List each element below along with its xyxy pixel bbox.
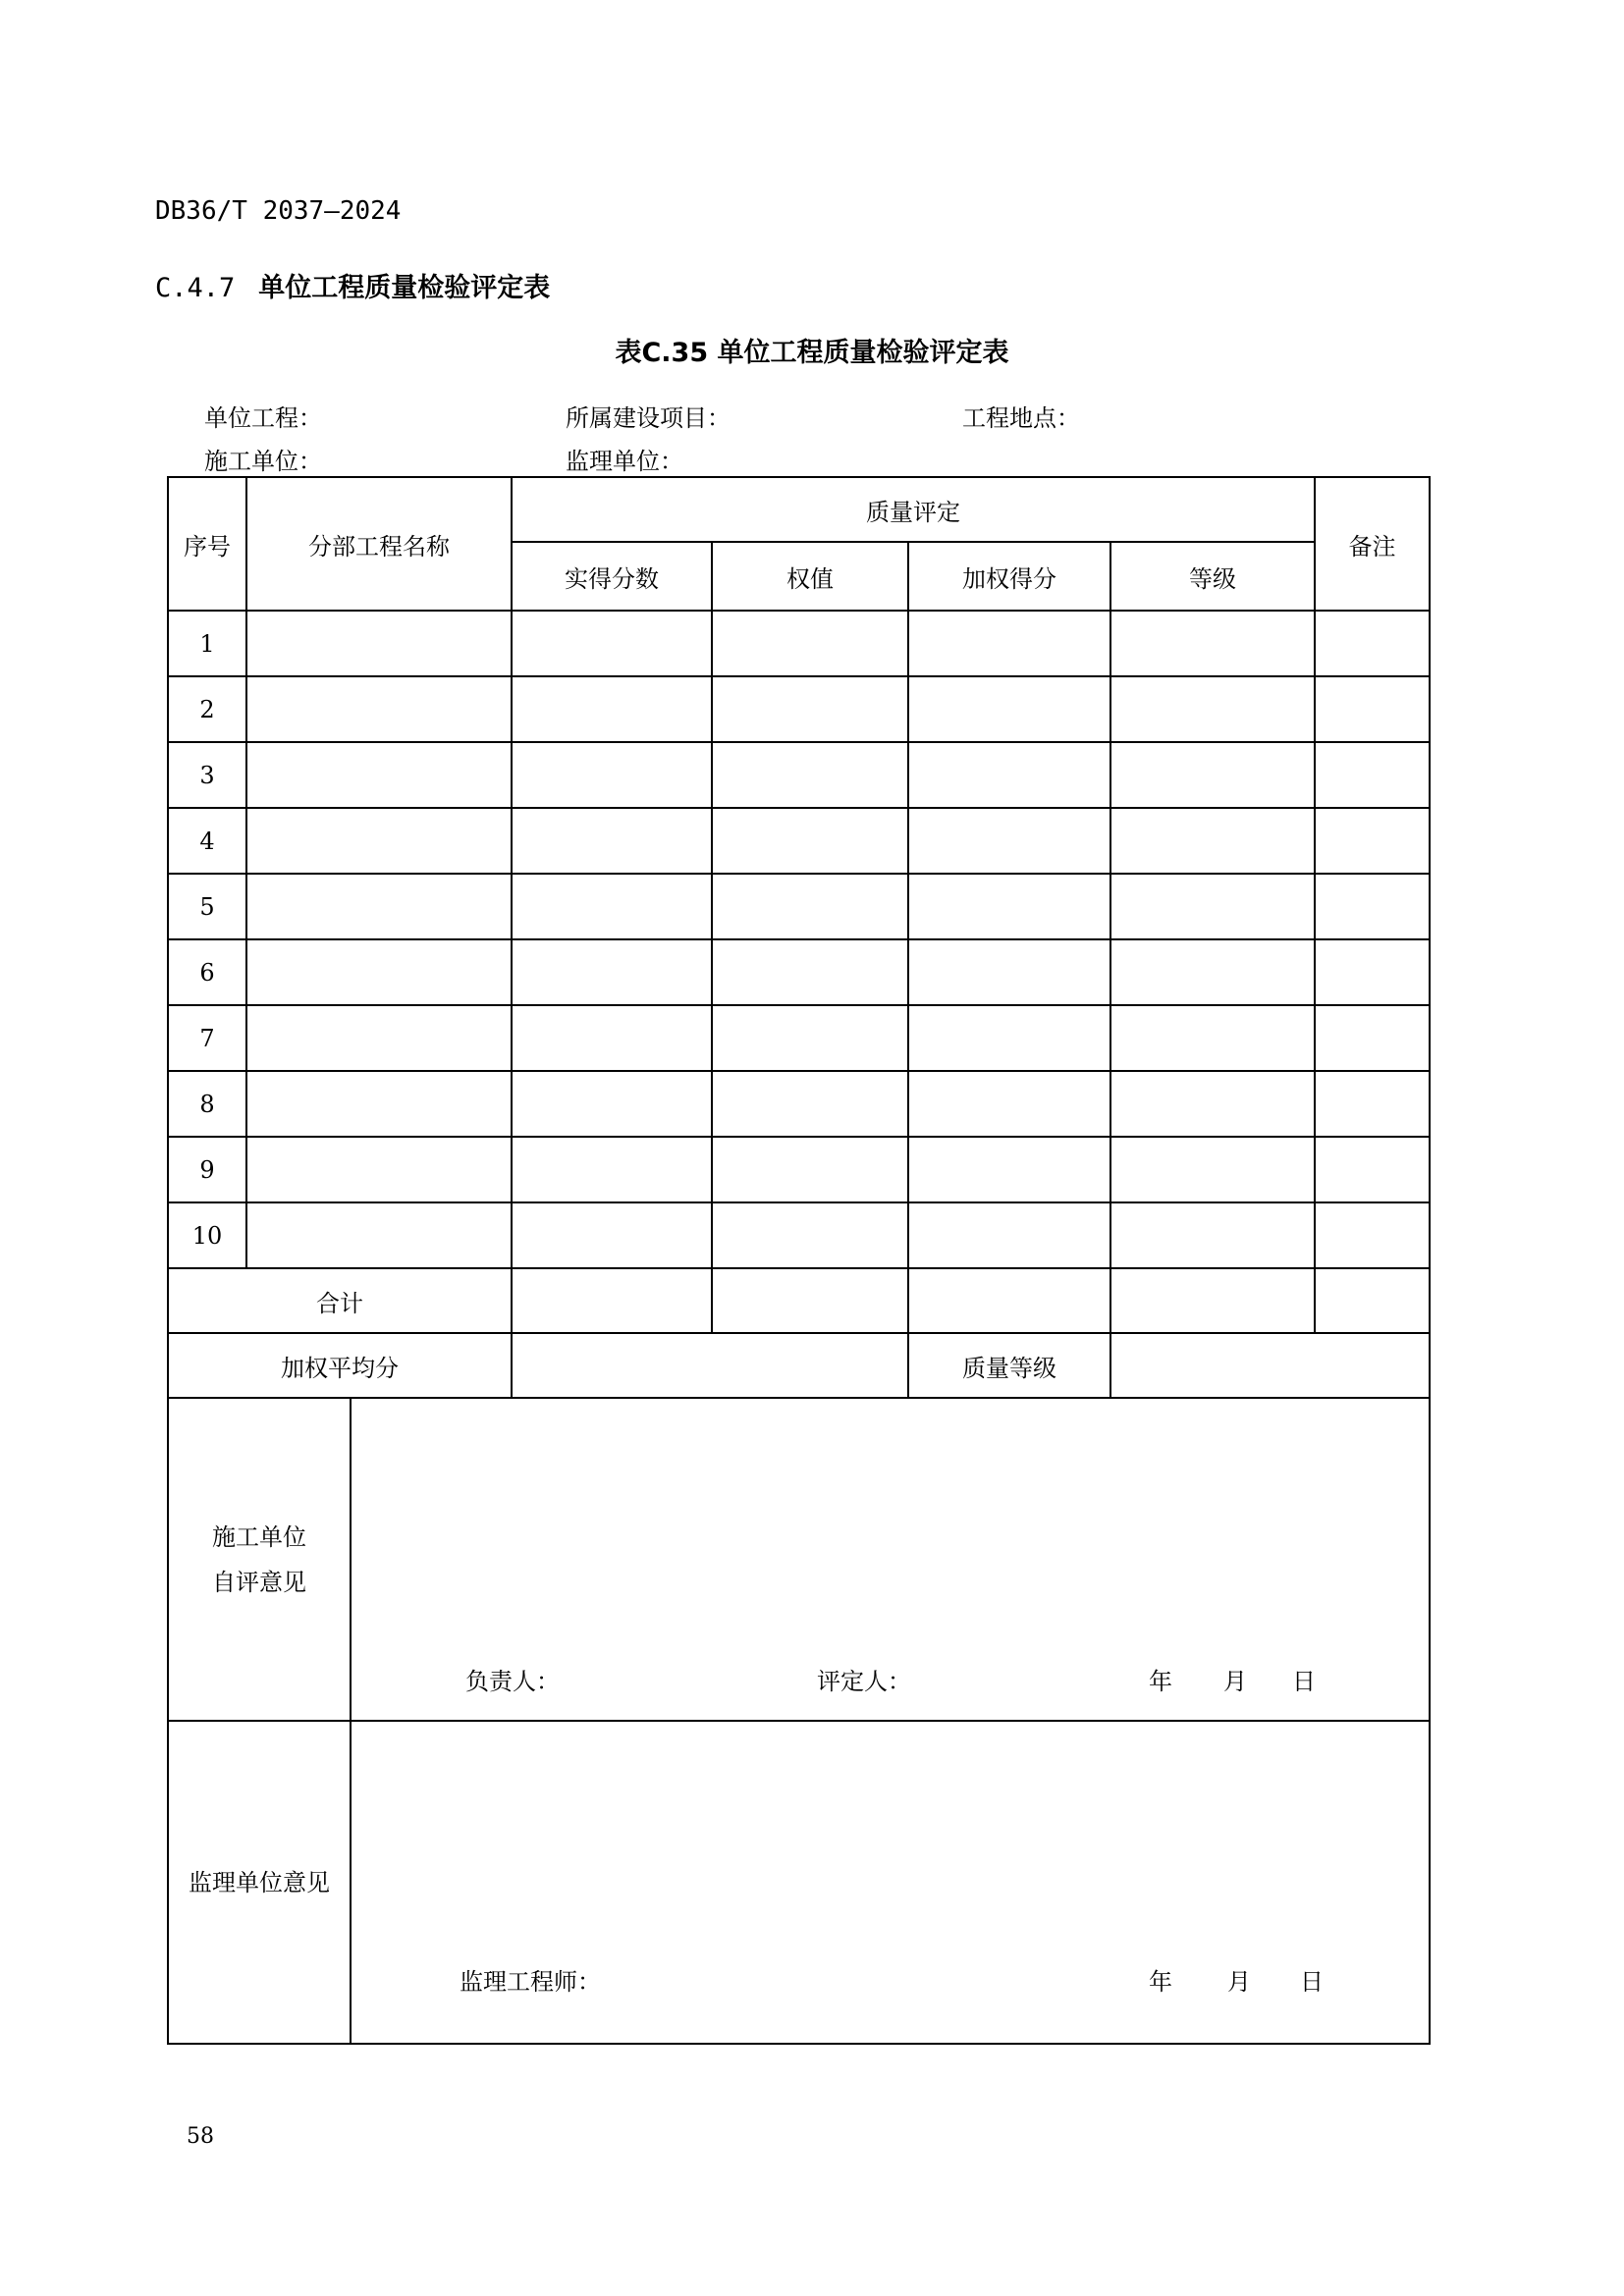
actual-cell[interactable]: [512, 808, 712, 874]
total-actual-cell[interactable]: [512, 1268, 712, 1333]
contractor-year-label: 年: [1149, 1668, 1172, 1695]
grade-cell[interactable]: [1110, 1005, 1315, 1071]
supervisor-opinion-label: [168, 1721, 351, 2044]
actual-cell[interactable]: [512, 1137, 712, 1202]
weight-cell[interactable]: [712, 1005, 908, 1071]
weight-cell[interactable]: [712, 808, 908, 874]
total-row: [168, 1268, 1430, 1333]
table-row: [168, 808, 1430, 874]
grade-cell[interactable]: [1110, 1071, 1315, 1137]
table-row: [168, 1137, 1430, 1202]
row-number: 7: [168, 1005, 246, 1071]
section-heading: [155, 266, 550, 304]
name-cell[interactable]: [246, 808, 512, 874]
name-cell[interactable]: [246, 1071, 512, 1137]
name-cell[interactable]: [246, 676, 512, 742]
weight-cell[interactable]: [712, 676, 908, 742]
contractor-label-line2: 自评意见: [212, 1568, 306, 1596]
total-grade-cell[interactable]: [1110, 1268, 1315, 1333]
weight-cell[interactable]: [712, 1071, 908, 1137]
weighted-cell[interactable]: [908, 611, 1110, 676]
total-weight-cell[interactable]: [712, 1268, 908, 1333]
weighted-average-row: [168, 1333, 1430, 1398]
table-row: [168, 874, 1430, 939]
actual-cell[interactable]: [512, 611, 712, 676]
grade-cell[interactable]: [1110, 1202, 1315, 1268]
weighted-cell[interactable]: [908, 1005, 1110, 1071]
name-cell[interactable]: [246, 742, 512, 808]
supervisor-day-label: 日: [1300, 1968, 1324, 1996]
table-row: [168, 1005, 1430, 1071]
unit-project-field: 单位工程：: [204, 404, 322, 432]
quality-grade-label: 质量等级: [908, 1333, 1110, 1398]
col-name-header: 分部工程名称: [246, 477, 512, 611]
table-row: [168, 939, 1430, 1005]
weight-cell[interactable]: [712, 742, 908, 808]
project-location-field: 工程地点：: [962, 404, 1080, 432]
row-number: 3: [168, 742, 246, 808]
remark-cell[interactable]: [1315, 808, 1430, 874]
weight-cell[interactable]: [712, 1202, 908, 1268]
name-cell[interactable]: [246, 1005, 512, 1071]
table-row: [168, 742, 1430, 808]
name-cell[interactable]: [246, 1137, 512, 1202]
weighted-cell[interactable]: [908, 676, 1110, 742]
weighted-average-label: 加权平均分: [168, 1333, 512, 1398]
col-quality-header: 质量评定: [512, 477, 1315, 542]
grade-cell[interactable]: [1110, 939, 1315, 1005]
remark-cell[interactable]: [1315, 874, 1430, 939]
actual-cell[interactable]: [512, 1202, 712, 1268]
sub-weighted-header: 加权得分: [908, 542, 1110, 611]
supervisor-year-label: 年: [1149, 1968, 1172, 1996]
row-number: 2: [168, 676, 246, 742]
supervision-unit-field: 监理单位：: [566, 448, 683, 475]
row-number: 9: [168, 1137, 246, 1202]
row-number: 1: [168, 611, 246, 676]
weight-cell[interactable]: [712, 874, 908, 939]
section-title: 单位工程质量检验评定表: [258, 273, 551, 303]
contractor-day-label: 日: [1292, 1668, 1316, 1695]
actual-cell[interactable]: [512, 742, 712, 808]
sub-grade-header: 等级: [1110, 542, 1315, 611]
weighted-cell[interactable]: [908, 742, 1110, 808]
actual-cell[interactable]: [512, 1071, 712, 1137]
page-number: 58: [187, 2124, 214, 2149]
contractor-label-line1: 施工单位: [212, 1522, 306, 1551]
weight-cell[interactable]: [712, 939, 908, 1005]
name-cell[interactable]: [246, 874, 512, 939]
contractor-opinion-row: [168, 1398, 1430, 1721]
supervisor-label: 监理单位意见: [189, 1868, 330, 1896]
quality-grade-value[interactable]: [1110, 1333, 1430, 1398]
sub-actual-header: 实得分数: [512, 542, 712, 611]
grade-cell[interactable]: [1110, 874, 1315, 939]
total-remark-cell[interactable]: [1315, 1268, 1430, 1333]
supervisor-month-label: 月: [1227, 1968, 1251, 1996]
grade-cell[interactable]: [1110, 676, 1315, 742]
remark-cell[interactable]: [1315, 1202, 1430, 1268]
name-cell[interactable]: [246, 611, 512, 676]
table-row: [168, 1202, 1430, 1268]
name-cell[interactable]: [246, 1202, 512, 1268]
col-seq-header: 序号: [168, 477, 246, 611]
grade-cell[interactable]: [1110, 742, 1315, 808]
weighted-cell[interactable]: [908, 1137, 1110, 1202]
actual-cell[interactable]: [512, 939, 712, 1005]
weighted-cell[interactable]: [908, 874, 1110, 939]
section-number: C.4.7: [155, 273, 236, 303]
name-cell[interactable]: [246, 939, 512, 1005]
quality-assessment-table: [167, 476, 1431, 2045]
weighted-cell[interactable]: [908, 1202, 1110, 1268]
remark-cell[interactable]: [1315, 742, 1430, 808]
row-number: 6: [168, 939, 246, 1005]
remark-cell[interactable]: [1315, 676, 1430, 742]
row-number: 10: [168, 1202, 246, 1268]
responsible-label: 负责人：: [465, 1668, 560, 1695]
assessor-label: 评定人：: [817, 1668, 911, 1695]
document-code: DB36/T 2037—2024: [155, 196, 402, 226]
actual-cell[interactable]: [512, 1005, 712, 1071]
weighted-cell[interactable]: [908, 808, 1110, 874]
construction-unit-field: 施工单位：: [204, 448, 322, 475]
remark-cell[interactable]: [1315, 611, 1430, 676]
weighted-average-value[interactable]: [512, 1333, 908, 1398]
contractor-month-label: 月: [1223, 1668, 1247, 1695]
contractor-opinion-label: [168, 1398, 351, 1721]
grade-cell[interactable]: [1110, 808, 1315, 874]
actual-cell[interactable]: [512, 874, 712, 939]
row-number: 5: [168, 874, 246, 939]
remark-cell[interactable]: [1315, 939, 1430, 1005]
remark-cell[interactable]: [1315, 1137, 1430, 1202]
weight-cell[interactable]: [712, 611, 908, 676]
sub-weight-header: 权值: [712, 542, 908, 611]
table-caption: 表C.35 单位工程质量检验评定表: [615, 338, 1009, 368]
actual-cell[interactable]: [512, 676, 712, 742]
table-row: [168, 676, 1430, 742]
construction-project-field: 所属建设项目：: [566, 404, 731, 432]
total-weighted-cell[interactable]: [908, 1268, 1110, 1333]
supervisor-opinion-area[interactable]: [351, 1721, 1430, 2044]
total-label: 合计: [168, 1268, 512, 1333]
remark-cell[interactable]: [1315, 1071, 1430, 1137]
header-row: [168, 477, 1430, 542]
supervisor-opinion-row: [168, 1721, 1430, 2044]
col-remark-header: 备注: [1315, 477, 1430, 611]
table-row: [168, 611, 1430, 676]
supervising-engineer-label: 监理工程师：: [460, 1968, 601, 1996]
remark-cell[interactable]: [1315, 1005, 1430, 1071]
grade-cell[interactable]: [1110, 1137, 1315, 1202]
weighted-cell[interactable]: [908, 939, 1110, 1005]
grade-cell[interactable]: [1110, 611, 1315, 676]
contractor-opinion-area[interactable]: [351, 1398, 1430, 1721]
row-number: 8: [168, 1071, 246, 1137]
weighted-cell[interactable]: [908, 1071, 1110, 1137]
table-row: [168, 1071, 1430, 1137]
weight-cell[interactable]: [712, 1137, 908, 1202]
row-number: 4: [168, 808, 246, 874]
